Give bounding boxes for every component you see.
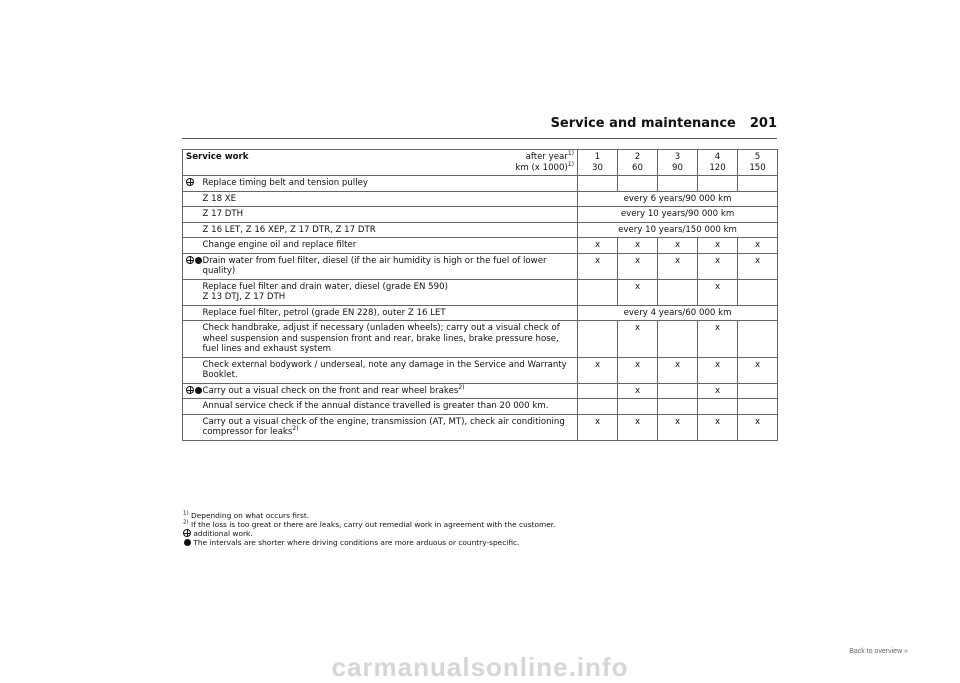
service-text: Z 17 DTH [202,209,244,219]
interval-header-1 [578,150,618,176]
table-row [183,176,778,192]
service-text: Replace timing belt and tension pulley [202,178,368,188]
interval-cell: x [618,279,658,305]
after-year-label: after year [525,152,568,162]
km-value: 120 [709,162,726,173]
footnote [183,529,773,538]
interval-cell [578,279,618,305]
service-description [200,383,578,399]
service-text: Drain water from fuel filter, diesel (if the air humidity is high or the fuel of lower quality) [202,255,547,276]
table-row [183,207,778,223]
interval-cell [738,383,778,399]
service-text: Z 16 LET, Z 16 XEP, Z 17 DTR, Z 17 DTR [202,224,376,235]
table-row [183,191,778,207]
service-text: Replace fuel filter and drain water, diesel (grade EN 590) [202,281,448,292]
shorter-interval-icon [195,387,202,394]
interval-cell: x [658,238,698,254]
interval-cell: x [658,357,698,383]
additional-work-icon [183,529,191,537]
after-year-footnote-ref: 1) [567,150,575,158]
footnotes [183,511,773,547]
header-rule [182,138,777,139]
year-value: 4 [714,152,721,162]
service-text-models: Z 13 DTJ, Z 17 DTH [202,292,286,302]
service-work-title: Service work [186,152,249,162]
interval-cell: x [738,414,778,440]
service-work-body [183,150,778,441]
interval-cell [578,176,618,192]
footnote [183,511,773,520]
service-text: Replace fuel filter, petrol (grade EN 228), outer Z 16 LET [202,307,446,318]
table-row [183,222,778,238]
interval-cell: x [578,414,618,440]
interval-cell: x [578,357,618,383]
km-label: km (x 1000) [515,162,568,173]
interval-header-5 [738,150,778,176]
interval-header-4 [698,150,738,176]
footnote-text: Depending on what occurs first. [191,511,310,520]
row-symbol-cell [183,279,200,305]
service-text: Carry out a visual check on the front and rear wheel brakes [202,385,459,396]
row-symbol-cell [183,357,200,383]
back-arrow-icon[interactable]: » [904,648,908,655]
footnote-text: The intervals are shorter where driving conditions are more arduous or country-specific. [193,538,520,547]
interval-cell [738,176,778,192]
interval-cell [698,399,738,415]
table-row [183,414,778,440]
table-row [183,399,778,415]
page-header [0,116,777,131]
service-description [200,238,578,254]
year-value: 5 [754,152,761,162]
footnote-ref: 2) [292,425,299,433]
service-description [200,279,578,305]
service-text: Check handbrake, adjust if necessary (unladen wheels); carry out a visual check of wheel suspension and suspension front and rear, brake lines, brake pressure hose, fuel lines and exhaust system [202,323,560,354]
interval-cell [578,383,618,399]
interval-cell: x [738,357,778,383]
shorter-interval-icon [184,539,191,546]
interval-cell: x [618,321,658,358]
shorter-interval-icon [195,257,202,264]
service-description [200,253,578,279]
interval-header-2 [618,150,658,176]
interval-cell [618,399,658,415]
interval-cell: x [698,321,738,358]
table-row [183,383,778,399]
additional-work-icon [186,256,194,264]
km-footnote-ref: 1) [567,160,575,168]
service-text: Z 18 XE [202,193,237,204]
interval-cell: x [578,253,618,279]
page-number: 201 [749,116,777,131]
interval-cell [578,399,618,415]
table-row [183,279,778,305]
interval-cell [658,399,698,415]
footnote [183,538,773,547]
service-description [200,305,578,321]
interval-cell: x [738,253,778,279]
table-row [183,305,778,321]
table-row [183,357,778,383]
footnote-text: If the loss is too great or there are leaks, carry out remedial work in agreement with the customer. [191,520,556,529]
service-description [200,176,578,192]
interval-span-cell: every 10 years/90 000 km [578,207,778,223]
km-value: 90 [672,162,683,173]
km-value: 30 [592,162,603,173]
back-link-label[interactable]: Back to overview [849,648,903,655]
service-description [200,321,578,358]
interval-cell: x [578,238,618,254]
header-labels [515,152,574,173]
interval-span-cell: every 4 years/60 000 km [578,305,778,321]
table-row [183,321,778,358]
year-value: 2 [634,152,641,162]
footnote-marker: 2) [183,519,189,526]
service-description [200,414,578,440]
interval-cell: x [618,414,658,440]
interval-cell [738,399,778,415]
additional-work-icon [186,178,194,186]
service-text: Check external bodywork / underseal, note any damage in the Service and Warranty Booklet. [202,359,567,380]
footnote-marker: 1) [183,510,189,517]
row-symbol-cell [183,238,200,254]
table-row [183,253,778,279]
interval-cell: x [698,357,738,383]
service-description [200,222,578,238]
table-row [183,238,778,254]
interval-cell: x [658,414,698,440]
interval-span-cell: every 6 years/90 000 km [578,191,778,207]
interval-cell: x [738,238,778,254]
service-description [200,399,578,415]
service-text: Carry out a visual check of the engine, transmission (AT, MT), check air conditioning compressor for leaks [202,416,565,437]
row-symbol-cell [183,253,200,279]
row-symbol-cell [183,399,200,415]
service-text: Change engine oil and replace filter [202,240,357,250]
interval-cell: x [698,253,738,279]
interval-cell [738,321,778,358]
interval-cell: x [698,279,738,305]
interval-span-cell: every 10 years/150 000 km [578,222,778,238]
interval-cell [658,321,698,358]
service-description [200,191,578,207]
row-symbol-cell [183,207,200,223]
interval-header-3 [658,150,698,176]
row-symbol-cell [183,414,200,440]
row-symbol-cell [183,383,200,399]
interval-cell: x [618,383,658,399]
row-symbol-cell [183,321,200,358]
interval-cell: x [698,383,738,399]
interval-cell: x [698,238,738,254]
header-description-cell [183,150,578,176]
interval-cell: x [698,414,738,440]
row-symbol-cell [183,191,200,207]
service-description [200,357,578,383]
row-symbol-cell [183,176,200,192]
interval-cell: x [658,253,698,279]
row-symbol-cell [183,305,200,321]
row-symbol-cell [183,222,200,238]
footnote [183,520,773,529]
service-description [200,207,578,223]
interval-cell [618,176,658,192]
service-work-table [182,149,778,441]
additional-work-icon [186,386,194,394]
interval-cell: x [618,357,658,383]
interval-cell [658,383,698,399]
year-value: 1 [594,152,601,162]
interval-cell: x [618,238,658,254]
interval-cell [658,279,698,305]
km-value: 150 [749,162,766,173]
interval-cell [578,321,618,358]
interval-cell: x [618,253,658,279]
watermark: carmanualsonline.info [331,652,629,682]
table-header-row [183,150,778,176]
footnote-text: additional work. [193,529,253,538]
section-title: Service and maintenance [550,116,736,131]
year-value: 3 [674,152,681,162]
footnote-ref: 2) [458,383,465,391]
km-value: 60 [632,162,643,173]
interval-cell [698,176,738,192]
service-text: Annual service check if the annual distance travelled is greater than 20 000 km. [202,401,549,411]
interval-cell [738,279,778,305]
interval-cell [658,176,698,192]
